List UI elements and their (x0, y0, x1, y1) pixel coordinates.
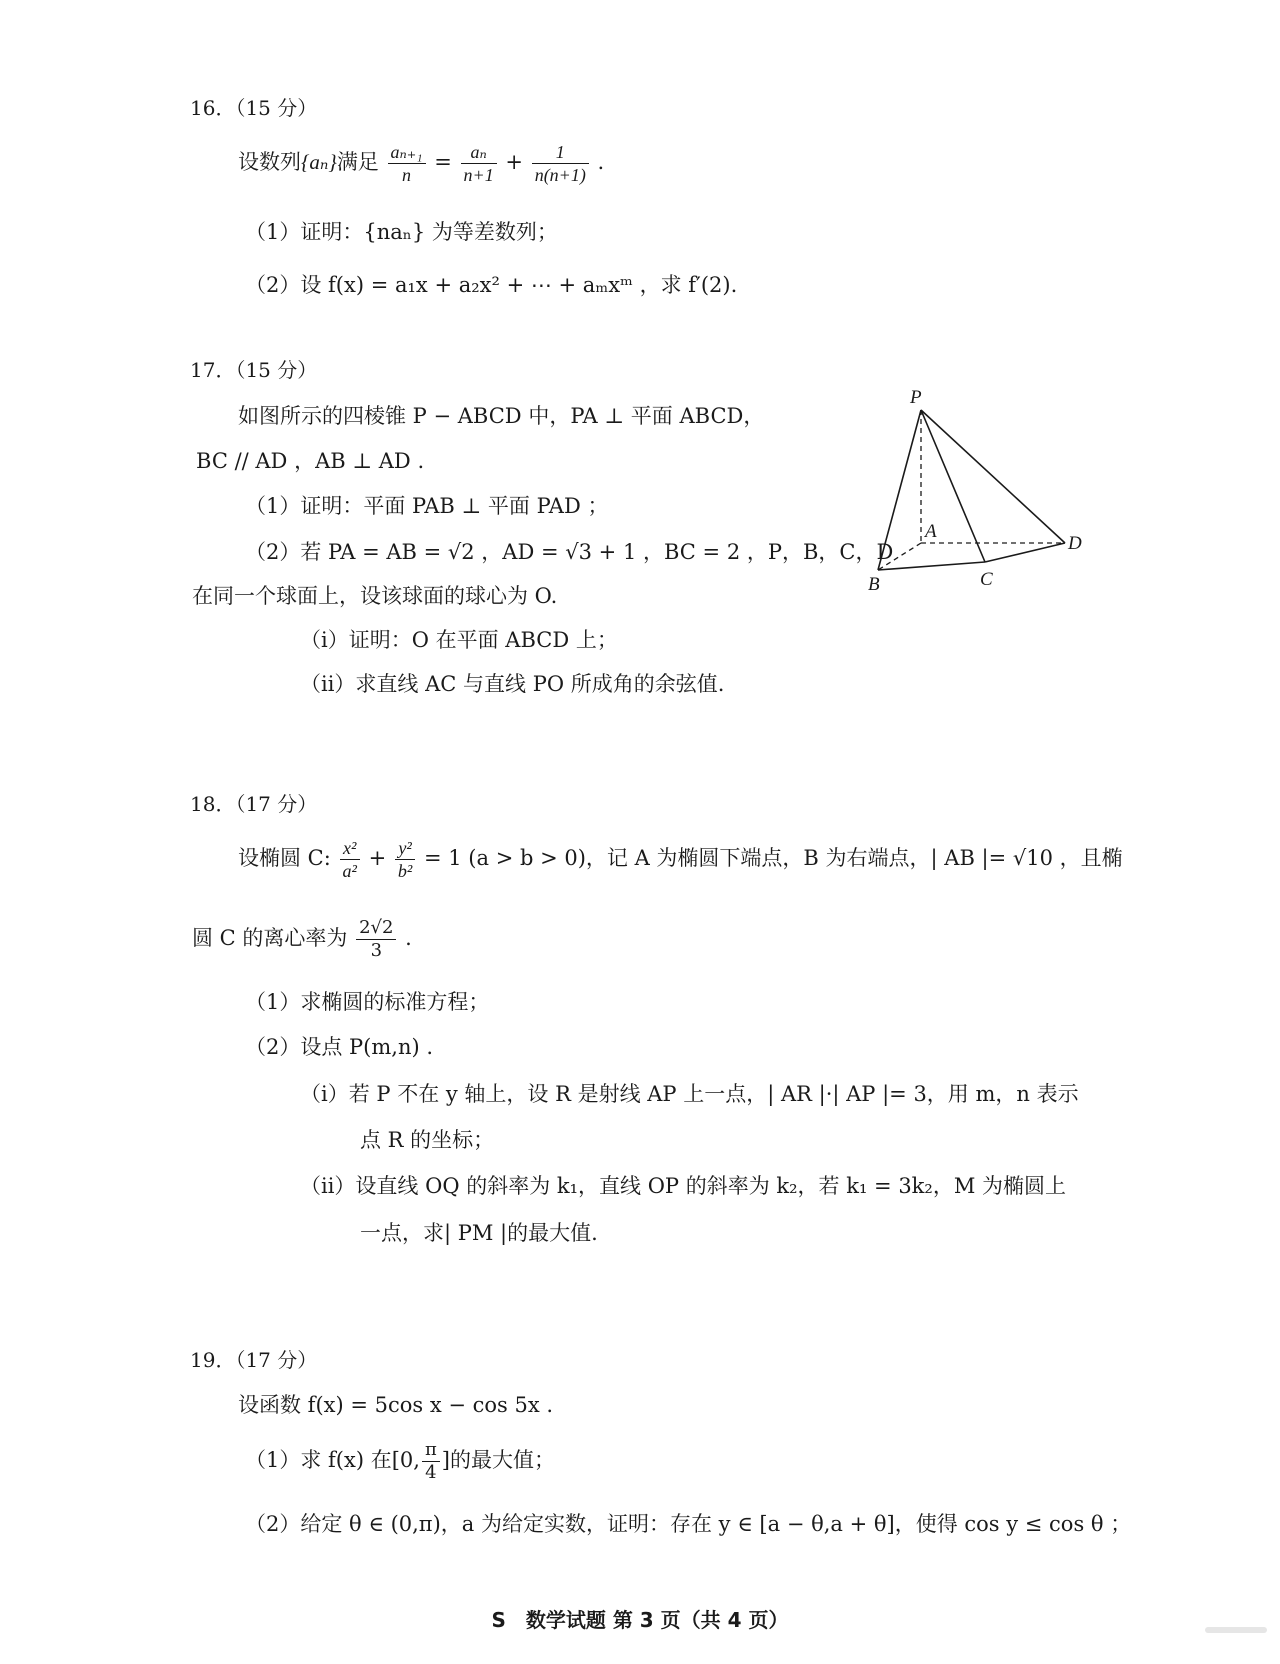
q16-seq: {aₙ} (301, 150, 337, 174)
q18-frac1-num: x² (340, 837, 360, 860)
q16-frac2-den: n+1 (463, 165, 494, 185)
q19-pi: π (422, 1439, 440, 1462)
q16-plus: + (505, 150, 523, 174)
q17-header: 17．（15 分） (190, 358, 318, 382)
q18-part1: （1）求椭圆的标准方程； (245, 990, 490, 1014)
q16-stem-end: . (597, 150, 605, 174)
label-P: P (910, 387, 922, 408)
q16-frac1-num: aₙ₊₁ (388, 141, 426, 164)
q17-line1: 如图所示的四棱锥 P − ABCD 中，PA ⊥ 平面 ABCD， (238, 404, 765, 428)
scroll-indicator (1205, 1627, 1267, 1633)
q19-stem: 设函数 f(x) = 5cos x − cos 5x . (238, 1393, 554, 1417)
q19-header: 19．（17 分） (190, 1348, 318, 1372)
q19-part1-prefix: （1）求 f(x) 在[0, (245, 1448, 420, 1472)
edge-BC (878, 562, 985, 570)
q19-pi-over-4 (422, 1439, 440, 1484)
q16-frac3 (532, 141, 589, 186)
q18-header: 18．（17 分） (190, 792, 318, 816)
q18-frac2-den: b² (397, 861, 413, 881)
q16-header: 16．（15 分） (190, 96, 318, 120)
q17-part2: （2）若 PA = AB = √2 ，AD = √3 + 1 ，BC = 2 ，P，B，C，D (245, 540, 894, 564)
q18-plus: + (368, 846, 387, 870)
q18-frac1-den: a² (342, 861, 357, 881)
q18-frac2-num: y² (395, 837, 415, 860)
q16-frac1-den: n (402, 165, 412, 185)
q17-part2-cont: 在同一个球面上，设该球面的球心为 O. (192, 584, 558, 608)
edge-PD (921, 410, 1065, 543)
edge-PB (878, 410, 921, 570)
q18-ecc-den: 3 (370, 940, 383, 961)
q18-sub-i: （ⅰ）若 P 不在 y 轴上，设 R 是射线 AP 上一点，| AR |·| AP |= 3，用 m，n 表示 (300, 1082, 1079, 1106)
label-D: D (1068, 533, 1082, 554)
q17-line2: BC // AD ，AB ⊥ AD . (196, 449, 425, 473)
q16-stem-mid: 满足 (336, 150, 379, 174)
edge-CD (985, 543, 1065, 562)
q18-ecc-num: 2√2 (356, 917, 396, 940)
q18-line2-prefix: 圆 C 的离心率为 (192, 926, 348, 950)
q16-frac2 (461, 141, 497, 186)
q16-part1: （1）证明：{naₙ} 为等差数列； (245, 220, 558, 244)
q19-part2: （2）给定 θ ∈ (0,π)，a 为给定实数，证明：存在 y ∈ [a − θ,a + θ]，使得 cos y ≤ cos θ ； (245, 1512, 1132, 1536)
q18-part2: （2）设点 P(m,n) . (245, 1035, 434, 1059)
q19-part1-suffix: ]的最大值； (441, 1448, 555, 1472)
q16-frac3-den: n(n+1) (534, 165, 586, 185)
q16-part2: （2）设 f(x) = a₁x + a₂x² + ⋯ + aₘxᵐ ，求 f′(2). (245, 273, 738, 297)
q19-part1 (245, 1437, 555, 1484)
q16-frac1 (388, 141, 426, 186)
label-A: A (925, 521, 937, 542)
q19-four: 4 (425, 1462, 437, 1483)
q16-frac2-num: aₙ (461, 141, 497, 164)
page-footer: S 数学试题 第 3 页（共 4 页） (491, 1608, 789, 1632)
q17-part1: （1）证明：平面 PAB ⊥ 平面 PAD ； (245, 494, 609, 518)
q18-stem-prefix: 设椭圆 C: (238, 846, 331, 870)
q17-sub-ii: （ⅱ）求直线 AC 与直线 PO 所成角的余弦值. (300, 672, 725, 696)
q18-sub-i-cont: 点 R 的坐标； (360, 1128, 495, 1152)
q16-frac3-num: 1 (532, 141, 589, 164)
q18-frac2 (395, 837, 415, 882)
q18-ecc (356, 917, 396, 962)
q18-line2-end: . (405, 926, 412, 950)
q16-eq: = (434, 150, 452, 174)
q18-line2 (192, 915, 412, 962)
q17-sub-i: （ⅰ）证明：O 在平面 ABCD 上； (300, 628, 618, 652)
pyramid-figure (870, 385, 1100, 605)
q18-stem (238, 835, 1123, 882)
q18-sub-ii-cont: 一点，求| PM |的最大值. (360, 1221, 598, 1245)
label-B: B (868, 574, 880, 595)
pyramid-diagram (870, 385, 1100, 605)
q16-stem-prefix: 设数列 (238, 150, 301, 174)
q18-frac1 (340, 837, 360, 882)
q18-sub-ii: （ⅱ）设直线 OQ 的斜率为 k₁，直线 OP 的斜率为 k₂，若 k₁ = 3k₂，M 为椭圆上 (300, 1174, 1066, 1198)
label-C: C (980, 569, 993, 590)
q16-stem (238, 140, 604, 186)
q18-stem-rest: = 1 (a > b > 0)，记 A 为椭圆下端点，B 为右端点，| AB |= √10 ，且椭 (424, 846, 1123, 870)
